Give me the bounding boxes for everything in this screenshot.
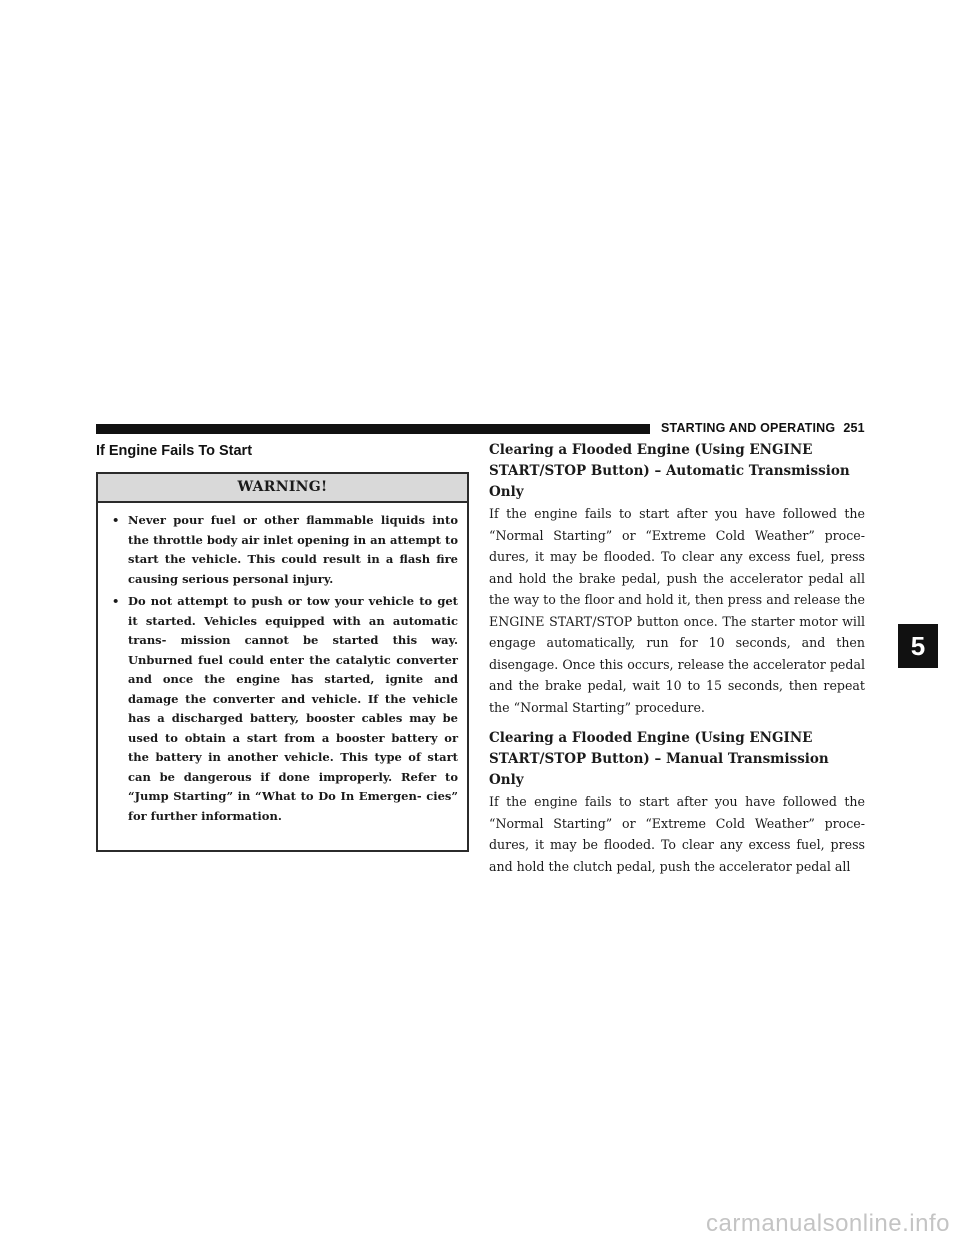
- running-header: [661, 420, 865, 436]
- chapter-tab: 5: [898, 624, 938, 668]
- bullet-icon: •: [112, 513, 120, 527]
- right-column: [489, 440, 865, 887]
- section-title: STARTING AND OPERATING: [661, 421, 836, 435]
- subsection-heading-automatic: Clearing a Flooded Engine (Using ENGINE START/STOP Button) – Automatic Transmission Only: [489, 442, 850, 500]
- warning-title: WARNING!: [98, 474, 467, 503]
- warning-box: [96, 472, 469, 852]
- warning-list: [98, 503, 467, 826]
- header-rule: [96, 424, 650, 434]
- subsection-body-manual: If the engine fails to start after you have followed the “Normal Starting” or “Extreme Cold Weather” proce- dures, it may be flooded. To clear any excess fuel, press and hold the clutch pedal, push the accelerator pedal all: [489, 794, 865, 874]
- subsection-body-automatic: If the engine fails to start after you have followed the “Normal Starting” or “Extreme Cold Weather” proce- dures, it may be flooded. To clear any excess fuel, press and hold the brake pedal, push the accelerator pedal all the way to the floor and hold it, then press and release the ENGINE START/STOP button once. The starter motor will engage automatically, run for 10 seconds, and then disengage. Once this occurs, release the accelerator pedal and the brake pedal, wait 10 to 15 seconds, then repeat the “Normal Starting” procedure.: [489, 506, 865, 715]
- subsection-heading-manual: Clearing a Flooded Engine (Using ENGINE START/STOP Button) – Manual Transmission Only: [489, 730, 829, 788]
- warning-item: [112, 511, 458, 589]
- bullet-icon: •: [112, 594, 120, 608]
- warning-item-text: Never pour fuel or other flammable liquids into the throttle body air inlet opening in an attempt to start the vehicle. This could result in a flash fire causing serious personal injury.: [128, 513, 458, 586]
- warning-item: [112, 592, 458, 826]
- watermark: carmanualsonline.info: [706, 1210, 950, 1237]
- page-number: 251: [843, 421, 865, 435]
- warning-item-text: Do not attempt to push or tow your vehicle to get it started. Vehicles equipped with an automatic trans- mission cannot be started this way. Unburned fuel could enter the catalytic converter and once the engine has started, ignite and damage the converter and vehicle. If the vehicle has a discharged battery, booster cables may be used to obtain a start from a booster battery or the battery in another vehicle. This type of start can be dangerous if done improperly. Refer to “Jump Starting” in “What to Do In Emergen- cies” for further information.: [128, 594, 458, 823]
- section-heading: If Engine Fails To Start: [96, 443, 253, 459]
